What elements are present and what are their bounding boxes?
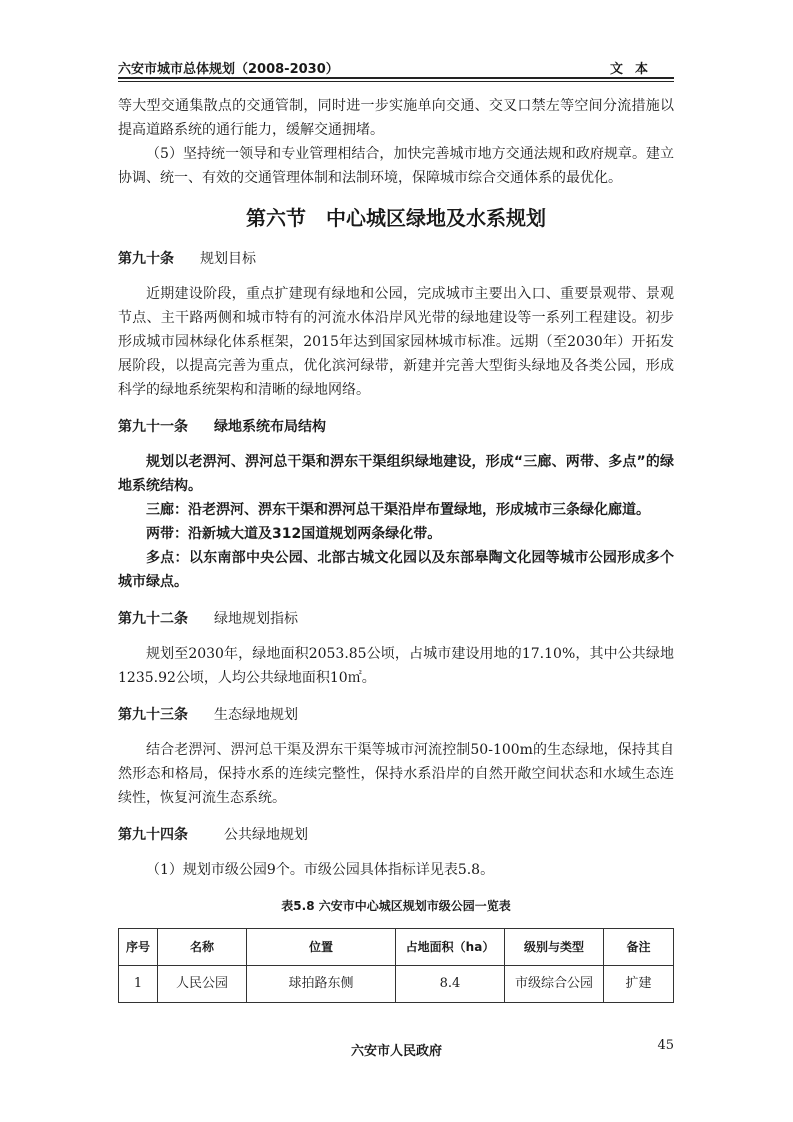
table-header-cell: 名称	[158, 929, 247, 966]
table-cell: 市级综合公园	[505, 966, 604, 1003]
article-92-heading	[118, 608, 674, 630]
article-90-heading	[118, 248, 674, 270]
page-header	[118, 57, 674, 79]
table-header-row	[119, 929, 674, 966]
page-body	[118, 94, 674, 1003]
table-caption: 表5.8 六安市中心城区规划市级公园一览表	[281, 899, 511, 913]
table-header-cell: 位置	[247, 929, 396, 966]
article-number: 第九十一条	[118, 419, 188, 435]
header-doc-type: 文本	[609, 62, 660, 77]
article-90-text: 近期建设阶段，重点扩建现有绿地和公园，完成城市主要出入口、重要景观带、景观节点、主干路两侧和城市特有的河流水体沿岸风光带的绿地建设等一系列工程建设。初步形成城市园林绿化体系框架，2015年达到国家园林城市标准。远期（至2030年）开拓发展阶段，以提高完善为重点，优化滨河绿带，新建并完善大型街头绿地及各类公园，形成科学的绿地系统架构和清晰的绿地网络。	[118, 286, 674, 398]
article-91-text-2: 三廊：沿老淠河、淠东干渠和淠河总干渠沿岸布置绿地，形成城市三条绿化廊道。	[146, 502, 650, 518]
article-91-text-3: 两带：沿新城大道及312国道规划两条绿化带。	[146, 526, 442, 542]
table-cell: 1	[119, 966, 158, 1003]
article-94-text: （1）规划市级公园9个。市级公园具体指标详见表5.8。	[146, 862, 495, 878]
table-cell: 扩建	[604, 966, 674, 1003]
footer-organization: 六安市人民政府	[350, 1044, 442, 1059]
article-91-text-1: 规划以老淠河、淠河总干渠和淠东干渠组织绿地建设，形成“三廊、两带、多点”的绿地系统结构。	[118, 454, 674, 494]
article-94-heading	[118, 824, 674, 846]
article-number: 第九十四条	[118, 827, 188, 843]
header-rule-thin	[118, 81, 674, 82]
intro-paragraph-1: 等大型交通集散点的交通管制，同时进一步实施单向交通、交叉口禁左等空间分流措施以提高道路系统的通行能力，缓解交通拥堵。	[118, 98, 674, 138]
article-number: 第九十条	[118, 251, 174, 267]
article-name: 绿地规划指标	[214, 611, 298, 627]
article-name: 规划目标	[200, 251, 256, 267]
table-header-cell: 序号	[119, 929, 158, 966]
intro-paragraph-2: （5）坚持统一领导和专业管理相结合，加快完善城市地方交通法规和政府规章。建立协调、统一、有效的交通管理体制和法制环境，保障城市综合交通体系的最优化。	[118, 146, 674, 186]
article-name: 公共绿地规划	[224, 827, 308, 843]
article-name: 生态绿地规划	[214, 707, 298, 723]
article-91-heading	[118, 416, 674, 438]
article-number: 第九十二条	[118, 611, 188, 627]
table-header-cell: 备注	[604, 929, 674, 966]
table-cell: 8.4	[396, 966, 505, 1003]
article-93-text: 结合老淠河、淠河总干渠及淠东干渠等城市河流控制50-100m的生态绿地，保持其自然形态和格局，保持水系的连续完整性，保持水系沿岸的自然开敞空间状态和水域生态连续性，恢复河流生态系统。	[118, 742, 674, 806]
article-91-text-4: 多点：以东南部中央公园、北部古城文化园以及东部皋陶文化园等城市公园形成多个城市绿点。	[118, 550, 674, 590]
header-title: 六安市城市总体规划（2008-2030）	[118, 62, 339, 77]
article-93-heading	[118, 704, 674, 726]
table-row	[119, 966, 674, 1003]
page-number: 45	[657, 1038, 674, 1053]
table-header-cell: 级别与类型	[505, 929, 604, 966]
table-header-cell: 占地面积（ha）	[396, 929, 505, 966]
section-title: 第六节 中心城区绿地及水系规划	[246, 206, 546, 230]
article-name: 绿地系统布局结构	[214, 419, 326, 435]
table-cell: 人民公园	[158, 966, 247, 1003]
parks-table	[118, 928, 674, 1003]
table-cell: 球拍路东侧	[247, 966, 396, 1003]
header-rule-thick	[118, 77, 674, 79]
article-92-text: 规划至2030年，绿地面积2053.85公顷，占城市建设用地的17.10%，其中公共绿地1235.92公顷，人均公共绿地面积10㎡。	[118, 646, 674, 686]
article-number: 第九十三条	[118, 707, 188, 723]
